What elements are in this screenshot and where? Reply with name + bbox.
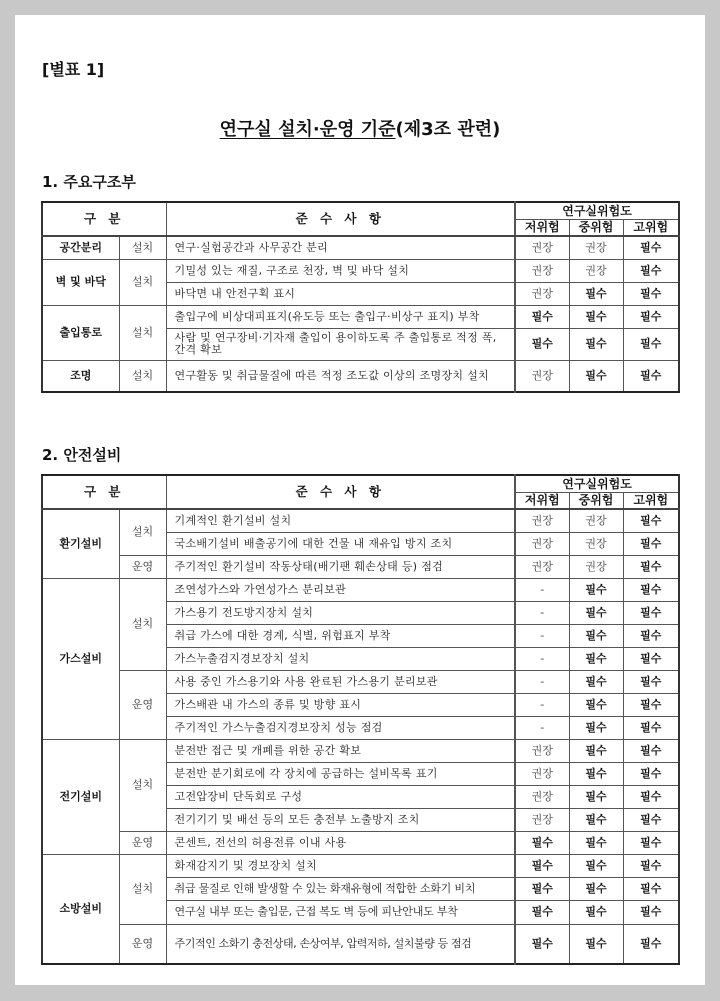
requirement-text: 가스용기 전도방지장치 설치 xyxy=(166,601,515,624)
low-risk-value: 필수 xyxy=(515,831,569,854)
requirement-text: 사람 및 연구장비·기자재 출입이 용이하도록 주 출입통로 적정 폭, 간격 확보 xyxy=(166,328,515,360)
low-risk-value: 권장 xyxy=(515,762,569,785)
mid-risk-value: 필수 xyxy=(569,693,623,716)
high-risk-value: 필수 xyxy=(623,601,679,624)
subcategory-cell: 운영 xyxy=(119,924,166,964)
mid-risk-value: 필수 xyxy=(569,305,623,328)
subcategory-cell: 설치 xyxy=(119,360,166,392)
requirement-text: 취급 가스에 대한 경계, 식별, 위험표지 부착 xyxy=(166,624,515,647)
subcategory-cell: 설치 xyxy=(119,259,166,305)
low-risk-value: 권장 xyxy=(515,509,569,532)
table-row xyxy=(42,578,679,601)
table-main-structure xyxy=(41,201,680,393)
header-risk-level: 연구실위험도 xyxy=(515,475,679,492)
category-cell: 전기설비 xyxy=(42,739,119,854)
mid-risk-value: 권장 xyxy=(569,509,623,532)
mid-risk-value: 필수 xyxy=(569,360,623,392)
mid-risk-value: 필수 xyxy=(569,924,623,964)
table-row xyxy=(42,555,679,578)
section-2-title: 2. 안전설비 xyxy=(42,446,122,464)
low-risk-value: 권장 xyxy=(515,739,569,762)
high-risk-value: 필수 xyxy=(623,328,679,360)
table-row xyxy=(42,305,679,328)
low-risk-value: 권장 xyxy=(515,785,569,808)
high-risk-value: 필수 xyxy=(623,670,679,693)
high-risk-value: 필수 xyxy=(623,693,679,716)
low-risk-value: 필수 xyxy=(515,854,569,877)
high-risk-value: 필수 xyxy=(623,924,679,964)
subcategory-cell: 설치 xyxy=(119,739,166,831)
mid-risk-value: 필수 xyxy=(569,670,623,693)
title-main: 연구실 설치·운영 기준 xyxy=(219,119,396,140)
table-row xyxy=(42,854,679,877)
category-cell: 벽 및 바닥 xyxy=(42,259,119,305)
mid-risk-value: 필수 xyxy=(569,854,623,877)
category-cell: 출입통로 xyxy=(42,305,119,360)
header-low-risk: 저위험 xyxy=(515,492,569,509)
category-cell: 가스설비 xyxy=(42,578,119,739)
high-risk-value: 필수 xyxy=(623,716,679,739)
high-risk-value: 필수 xyxy=(623,578,679,601)
high-risk-value: 필수 xyxy=(623,808,679,831)
subcategory-cell: 설치 xyxy=(119,305,166,360)
low-risk-value: - xyxy=(515,647,569,670)
requirement-text: 분전반 분기회로에 각 장치에 공급하는 설비목록 표기 xyxy=(166,762,515,785)
table-row xyxy=(42,670,679,693)
mid-risk-value: 필수 xyxy=(569,624,623,647)
low-risk-value: 필수 xyxy=(515,305,569,328)
subcategory-cell: 설치 xyxy=(119,509,166,555)
table-row xyxy=(42,739,679,762)
mid-risk-value: 권장 xyxy=(569,236,623,259)
category-cell: 공간분리 xyxy=(42,236,119,259)
high-risk-value: 필수 xyxy=(623,624,679,647)
low-risk-value: - xyxy=(515,578,569,601)
low-risk-value: 권장 xyxy=(515,808,569,831)
requirement-text: 연구실 내부 또는 출입문, 근접 복도 벽 등에 피난안내도 부착 xyxy=(166,900,515,924)
table-row xyxy=(42,831,679,854)
high-risk-value: 필수 xyxy=(623,259,679,282)
low-risk-value: 필수 xyxy=(515,924,569,964)
low-risk-value: - xyxy=(515,624,569,647)
document-page xyxy=(15,15,705,985)
table-row xyxy=(42,924,679,964)
header-risk-level: 연구실위험도 xyxy=(515,202,679,219)
requirement-text: 기계적인 환기설비 설치 xyxy=(166,509,515,532)
table-row xyxy=(42,236,679,259)
header-high-risk: 고위험 xyxy=(623,492,679,509)
subcategory-cell: 운영 xyxy=(119,831,166,854)
annex-label: [별표 1] xyxy=(42,60,105,79)
high-risk-value: 필수 xyxy=(623,509,679,532)
table-safety-equipment xyxy=(41,474,680,965)
mid-risk-value: 필수 xyxy=(569,328,623,360)
table-row xyxy=(42,259,679,282)
high-risk-value: 필수 xyxy=(623,532,679,555)
category-cell: 소방설비 xyxy=(42,854,119,964)
table-row xyxy=(42,360,679,392)
low-risk-value: 권장 xyxy=(515,259,569,282)
mid-risk-value: 권장 xyxy=(569,532,623,555)
high-risk-value: 필수 xyxy=(623,831,679,854)
high-risk-value: 필수 xyxy=(623,900,679,924)
header-mid-risk: 중위험 xyxy=(569,492,623,509)
low-risk-value: 필수 xyxy=(515,900,569,924)
header-category: 구 분 xyxy=(42,475,166,509)
requirement-text: 가스누출검지경보장치 설치 xyxy=(166,647,515,670)
header-content: 준 수 사 항 xyxy=(166,475,515,509)
requirement-text: 전기기기 및 배선 등의 모든 충전부 노출방지 조치 xyxy=(166,808,515,831)
subcategory-cell: 운영 xyxy=(119,670,166,739)
mid-risk-value: 필수 xyxy=(569,762,623,785)
high-risk-value: 필수 xyxy=(623,360,679,392)
low-risk-value: - xyxy=(515,716,569,739)
category-cell: 조명 xyxy=(42,360,119,392)
header-mid-risk: 중위험 xyxy=(569,219,623,236)
low-risk-value: 필수 xyxy=(515,877,569,900)
high-risk-value: 필수 xyxy=(623,785,679,808)
subcategory-cell: 설치 xyxy=(119,578,166,670)
subcategory-cell: 운영 xyxy=(119,555,166,578)
high-risk-value: 필수 xyxy=(623,282,679,305)
low-risk-value: - xyxy=(515,601,569,624)
low-risk-value: - xyxy=(515,670,569,693)
requirement-text: 고전압장비 단독회로 구성 xyxy=(166,785,515,808)
category-cell: 환기설비 xyxy=(42,509,119,578)
header-low-risk: 저위험 xyxy=(515,219,569,236)
requirement-text: 분전반 접근 및 개폐를 위한 공간 확보 xyxy=(166,739,515,762)
mid-risk-value: 필수 xyxy=(569,831,623,854)
low-risk-value: 필수 xyxy=(515,328,569,360)
low-risk-value: 권장 xyxy=(515,282,569,305)
requirement-text: 바닥면 내 안전구획 표시 xyxy=(166,282,515,305)
requirement-text: 기밀성 있는 재질, 구조로 천장, 벽 및 바닥 설치 xyxy=(166,259,515,282)
requirement-text: 주기적인 소화기 충전상태, 손상여부, 압력저하, 설치불량 등 점검 xyxy=(166,924,515,964)
requirement-text: 가스배관 내 가스의 종류 및 방향 표시 xyxy=(166,693,515,716)
requirement-text: 주기적인 환기설비 작동상태(배기팬 훼손상태 등) 점검 xyxy=(166,555,515,578)
high-risk-value: 필수 xyxy=(623,762,679,785)
requirement-text: 연구·실험공간과 사무공간 분리 xyxy=(166,236,515,259)
high-risk-value: 필수 xyxy=(623,739,679,762)
low-risk-value: - xyxy=(515,693,569,716)
mid-risk-value: 권장 xyxy=(569,555,623,578)
mid-risk-value: 필수 xyxy=(569,578,623,601)
title-suffix: (제3조 관련) xyxy=(395,119,501,140)
high-risk-value: 필수 xyxy=(623,647,679,670)
high-risk-value: 필수 xyxy=(623,555,679,578)
mid-risk-value: 필수 xyxy=(569,808,623,831)
high-risk-value: 필수 xyxy=(623,305,679,328)
requirement-text: 화재감지기 및 경보장치 설치 xyxy=(166,854,515,877)
mid-risk-value: 필수 xyxy=(569,877,623,900)
header-content: 준 수 사 항 xyxy=(166,202,515,236)
mid-risk-value: 필수 xyxy=(569,601,623,624)
low-risk-value: 권장 xyxy=(515,555,569,578)
mid-risk-value: 필수 xyxy=(569,716,623,739)
header-category: 구 분 xyxy=(42,202,166,236)
requirement-text: 조연성가스와 가연성가스 분리보관 xyxy=(166,578,515,601)
subcategory-cell: 설치 xyxy=(119,236,166,259)
mid-risk-value: 필수 xyxy=(569,739,623,762)
requirement-text: 주기적인 가스누출검지경보장치 성능 점검 xyxy=(166,716,515,739)
mid-risk-value: 필수 xyxy=(569,647,623,670)
requirement-text: 사용 중인 가스용기와 사용 완료된 가스용기 분리보관 xyxy=(166,670,515,693)
requirement-text: 콘센트, 전선의 허용전류 이내 사용 xyxy=(166,831,515,854)
document-title xyxy=(15,115,705,141)
subcategory-cell: 설치 xyxy=(119,854,166,924)
mid-risk-value: 필수 xyxy=(569,785,623,808)
high-risk-value: 필수 xyxy=(623,854,679,877)
low-risk-value: 권장 xyxy=(515,236,569,259)
mid-risk-value: 필수 xyxy=(569,900,623,924)
section-1-title: 1. 주요구조부 xyxy=(42,173,136,191)
requirement-text: 국소배기설비 배출공기에 대한 건물 내 재유입 방지 조치 xyxy=(166,532,515,555)
mid-risk-value: 권장 xyxy=(569,259,623,282)
table-row xyxy=(42,509,679,532)
mid-risk-value: 필수 xyxy=(569,282,623,305)
requirement-text: 출입구에 비상대피표지(유도등 또는 출입구·비상구 표지) 부착 xyxy=(166,305,515,328)
header-high-risk: 고위험 xyxy=(623,219,679,236)
high-risk-value: 필수 xyxy=(623,877,679,900)
low-risk-value: 권장 xyxy=(515,532,569,555)
requirement-text: 연구활동 및 취급물질에 따른 적정 조도값 이상의 조명장치 설치 xyxy=(166,360,515,392)
high-risk-value: 필수 xyxy=(623,236,679,259)
requirement-text: 취급 물질로 인해 발생할 수 있는 화재유형에 적합한 소화기 비치 xyxy=(166,877,515,900)
low-risk-value: 권장 xyxy=(515,360,569,392)
